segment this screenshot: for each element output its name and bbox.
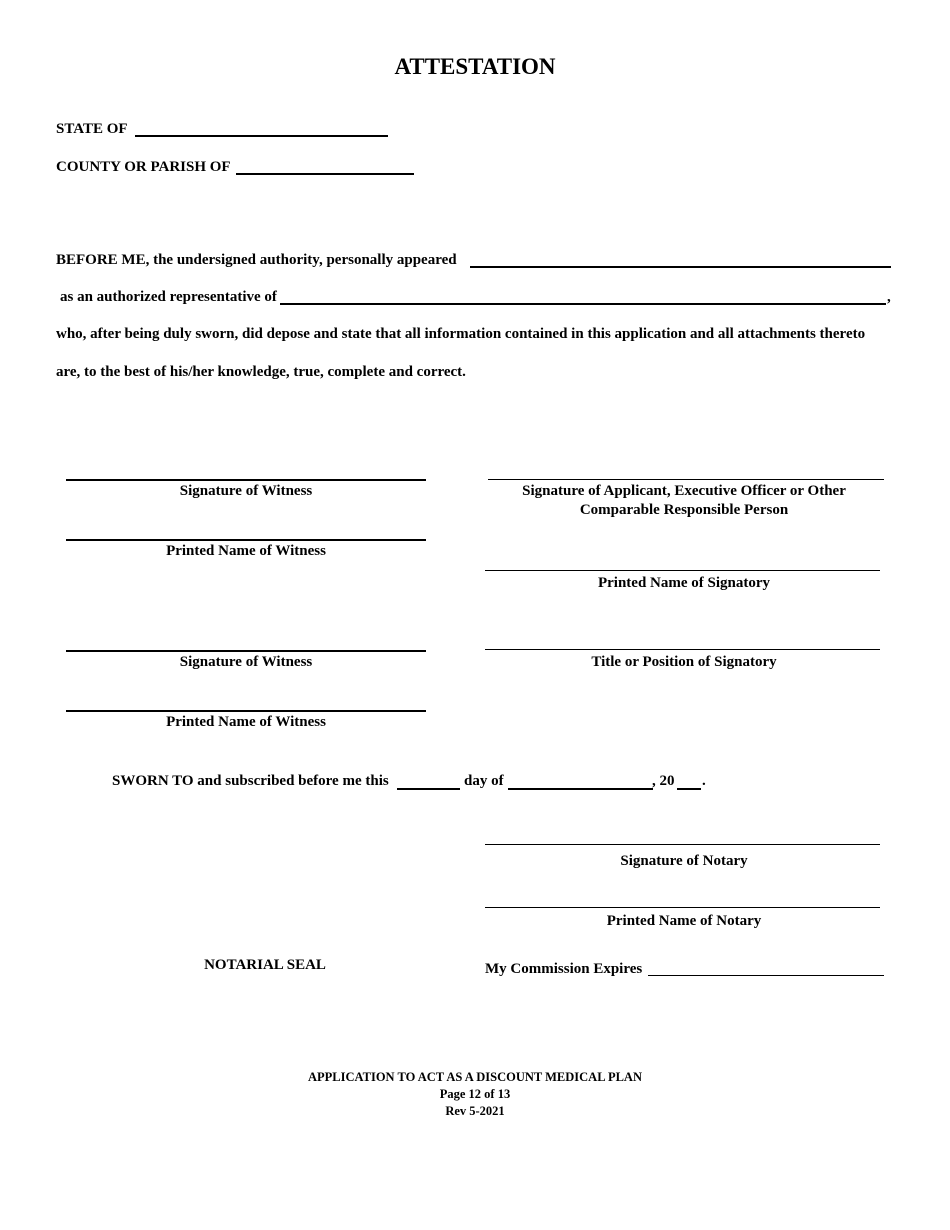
notary-signature-label: Signature of Notary	[620, 853, 748, 869]
commission-expires-field[interactable]	[648, 975, 884, 976]
sworn-day-of: day of	[464, 773, 504, 789]
sworn-year-field[interactable]	[677, 788, 701, 790]
county-label: COUNTY OR PARISH OF	[56, 159, 231, 175]
sworn-end: .	[702, 773, 706, 789]
signatory-title-line[interactable]	[485, 649, 880, 650]
notarial-seal-label: NOTARIAL SEAL	[204, 957, 326, 973]
notary-signature-line[interactable]	[485, 844, 880, 845]
sworn-day-field[interactable]	[397, 788, 460, 790]
applicant-signature-label-line2: Comparable Responsible Person	[579, 502, 789, 518]
witness-name-line-1[interactable]	[66, 539, 426, 541]
witness-signature-label-1: Signature of Witness	[179, 483, 313, 499]
witness-signature-line-2[interactable]	[66, 650, 426, 652]
appeared-person-field[interactable]	[470, 266, 891, 268]
applicant-signature-label-line1: Signature of Applicant, Executive Officer or Other	[522, 483, 846, 499]
sworn-statement-line2: are, to the best of his/her knowledge, true, complete and correct.	[56, 364, 466, 380]
witness-name-label-1: Printed Name of Witness	[166, 543, 326, 559]
state-field[interactable]	[135, 135, 388, 137]
notary-name-label: Printed Name of Notary	[606, 913, 762, 929]
sworn-statement-line1: who, after being duly sworn, did depose and state that all information contained in this application and all attachments thereto	[56, 326, 866, 342]
footer-title: APPLICATION TO ACT AS A DISCOUNT MEDICAL PLAN	[308, 1070, 642, 1084]
representative-org-field[interactable]	[280, 303, 886, 305]
commission-expires-label: My Commission Expires	[485, 961, 643, 977]
before-me-text: BEFORE ME, the undersigned authority, personally appeared	[56, 252, 457, 268]
signatory-title-label: Title or Position of Signatory	[591, 654, 777, 670]
signatory-name-line[interactable]	[485, 570, 880, 571]
sworn-to-prefix: SWORN TO and subscribed before me this	[112, 773, 389, 789]
witness-name-line-2[interactable]	[66, 710, 426, 712]
signatory-name-label: Printed Name of Signatory	[597, 575, 771, 591]
page-title: ATTESTATION	[394, 54, 556, 79]
representative-comma: ,	[887, 289, 891, 305]
witness-signature-label-2: Signature of Witness	[179, 654, 313, 670]
county-field[interactable]	[236, 173, 414, 175]
footer-page-number: Page 12 of 13	[439, 1087, 511, 1101]
notary-name-line[interactable]	[485, 907, 880, 908]
representative-text: as an authorized representative of	[60, 289, 277, 305]
applicant-signature-line[interactable]	[488, 479, 884, 480]
sworn-month-field[interactable]	[508, 788, 653, 790]
footer-revision: Rev 5-2021	[445, 1104, 505, 1118]
witness-name-label-2: Printed Name of Witness	[166, 714, 326, 730]
sworn-year-prefix: , 20	[652, 773, 675, 789]
state-label: STATE OF	[56, 121, 128, 137]
witness-signature-line-1[interactable]	[66, 479, 426, 481]
